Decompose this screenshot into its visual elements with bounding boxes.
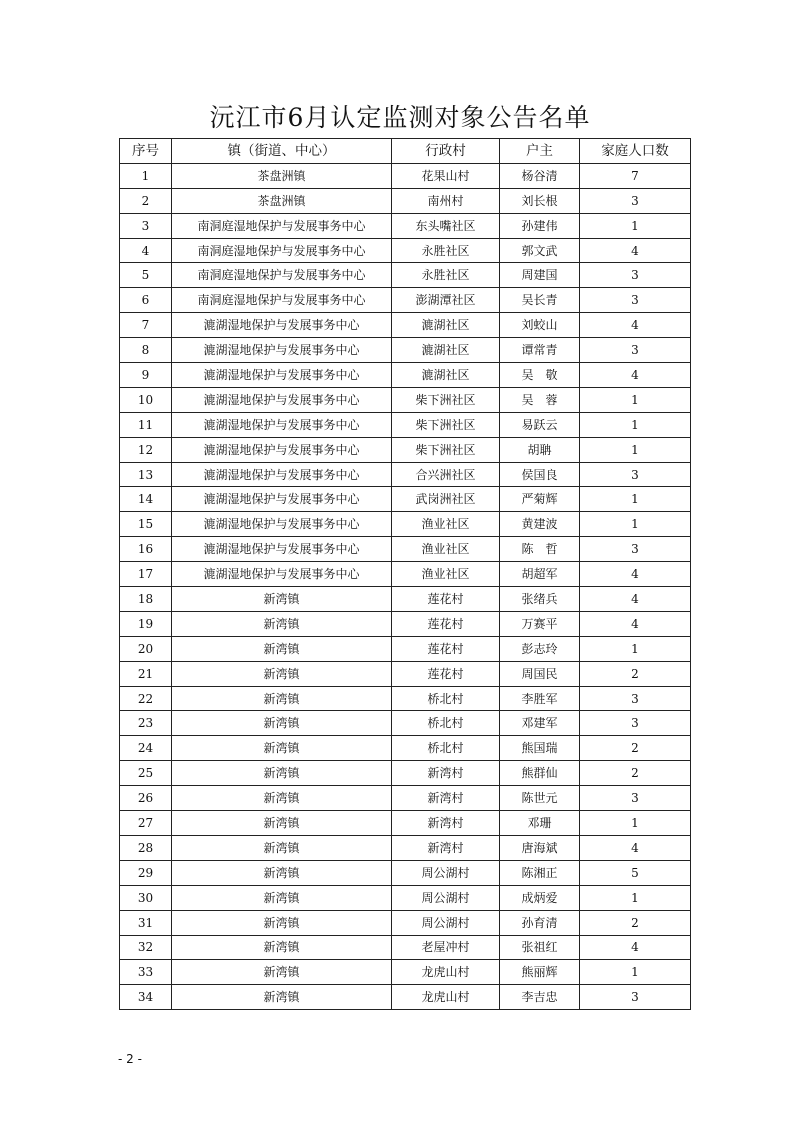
cell-village: 新湾村 [392,761,500,786]
cell-index: 9 [120,363,172,388]
table-row [120,363,691,388]
table-row [120,338,691,363]
cell-town: 新湾镇 [172,736,392,761]
header-village: 行政村 [392,139,500,164]
cell-town: 漉湖湿地保护与发展事务中心 [172,387,392,412]
cell-village: 澎湖潭社区 [392,288,500,313]
cell-family-size: 2 [580,761,691,786]
cell-family-size: 3 [580,711,691,736]
cell-village: 新湾村 [392,835,500,860]
cell-index: 32 [120,935,172,960]
cell-family-size: 1 [580,487,691,512]
cell-town: 漉湖湿地保护与发展事务中心 [172,462,392,487]
cell-town: 新湾镇 [172,711,392,736]
cell-town: 漉湖湿地保护与发展事务中心 [172,487,392,512]
cell-village: 渔业社区 [392,537,500,562]
cell-household-head: 陈湘正 [500,860,580,885]
cell-village: 新湾村 [392,811,500,836]
table-row [120,587,691,612]
cell-town: 漉湖湿地保护与发展事务中心 [172,363,392,388]
cell-village: 合兴洲社区 [392,462,500,487]
cell-household-head: 陈世元 [500,786,580,811]
cell-family-size: 3 [580,537,691,562]
cell-household-head: 刘长根 [500,188,580,213]
cell-family-size: 4 [580,562,691,587]
cell-family-size: 3 [580,985,691,1010]
cell-family-size: 1 [580,811,691,836]
cell-town: 漉湖湿地保护与发展事务中心 [172,313,392,338]
cell-household-head: 李吉忠 [500,985,580,1010]
table-row [120,512,691,537]
cell-family-size: 2 [580,910,691,935]
table-row [120,935,691,960]
table-row [120,711,691,736]
cell-household-head: 孙育清 [500,910,580,935]
cell-family-size: 3 [580,288,691,313]
cell-family-size: 3 [580,188,691,213]
cell-town: 南洞庭湿地保护与发展事务中心 [172,263,392,288]
cell-household-head: 张绪兵 [500,587,580,612]
table-row [120,786,691,811]
cell-village: 柴下洲社区 [392,437,500,462]
cell-town: 新湾镇 [172,661,392,686]
cell-family-size: 1 [580,885,691,910]
cell-village: 南州村 [392,188,500,213]
cell-family-size: 4 [580,363,691,388]
cell-index: 4 [120,238,172,263]
cell-household-head: 黄建波 [500,512,580,537]
cell-household-head: 侯国良 [500,462,580,487]
cell-village: 永胜社区 [392,238,500,263]
cell-index: 13 [120,462,172,487]
cell-household-head: 熊丽辉 [500,960,580,985]
cell-town: 漉湖湿地保护与发展事务中心 [172,512,392,537]
header-town: 镇（街道、中心） [172,139,392,164]
cell-household-head: 邓珊 [500,811,580,836]
cell-village: 周公湖村 [392,885,500,910]
cell-index: 24 [120,736,172,761]
table-row [120,661,691,686]
table-row [120,437,691,462]
table-row [120,860,691,885]
cell-index: 7 [120,313,172,338]
cell-village: 柴下洲社区 [392,387,500,412]
cell-village: 漉湖社区 [392,363,500,388]
cell-household-head: 严菊辉 [500,487,580,512]
cell-household-head: 吴 蓉 [500,387,580,412]
table-row [120,288,691,313]
cell-family-size: 4 [580,238,691,263]
cell-town: 南洞庭湿地保护与发展事务中心 [172,288,392,313]
table-row [120,885,691,910]
table-row [120,636,691,661]
cell-village: 莲花村 [392,661,500,686]
cell-town: 新湾镇 [172,935,392,960]
table-row [120,835,691,860]
cell-household-head: 万赛平 [500,611,580,636]
cell-index: 25 [120,761,172,786]
cell-family-size: 4 [580,587,691,612]
cell-index: 2 [120,188,172,213]
cell-town: 新湾镇 [172,761,392,786]
cell-family-size: 4 [580,611,691,636]
monitoring-list-table [119,138,691,1010]
table-row [120,163,691,188]
cell-town: 新湾镇 [172,885,392,910]
cell-index: 23 [120,711,172,736]
cell-family-size: 1 [580,512,691,537]
cell-town: 新湾镇 [172,636,392,661]
cell-household-head: 孙建伟 [500,213,580,238]
cell-village: 东头嘴社区 [392,213,500,238]
cell-family-size: 1 [580,412,691,437]
cell-index: 33 [120,960,172,985]
cell-household-head: 吴 敬 [500,363,580,388]
cell-village: 莲花村 [392,611,500,636]
cell-index: 31 [120,910,172,935]
cell-town: 新湾镇 [172,587,392,612]
cell-village: 龙虎山村 [392,960,500,985]
cell-village: 莲花村 [392,587,500,612]
cell-family-size: 4 [580,935,691,960]
cell-household-head: 刘蛟山 [500,313,580,338]
cell-index: 8 [120,338,172,363]
cell-household-head: 周建国 [500,263,580,288]
cell-household-head: 熊群仙 [500,761,580,786]
cell-index: 1 [120,163,172,188]
cell-village: 永胜社区 [392,263,500,288]
cell-family-size: 7 [580,163,691,188]
cell-family-size: 2 [580,736,691,761]
cell-village: 桥北村 [392,736,500,761]
cell-family-size: 3 [580,462,691,487]
page-title: 沅江市6月认定监测对象公告名单 [209,103,591,132]
cell-index: 20 [120,636,172,661]
cell-village: 新湾村 [392,786,500,811]
table-body [120,163,691,1009]
table-row [120,387,691,412]
cell-index: 3 [120,213,172,238]
cell-household-head: 易跃云 [500,412,580,437]
cell-town: 新湾镇 [172,985,392,1010]
table-row [120,811,691,836]
cell-household-head: 邓建军 [500,711,580,736]
cell-village: 花果山村 [392,163,500,188]
cell-town: 新湾镇 [172,611,392,636]
cell-town: 漉湖湿地保护与发展事务中心 [172,338,392,363]
cell-index: 5 [120,263,172,288]
cell-household-head: 杨谷清 [500,163,580,188]
cell-town: 茶盘洲镇 [172,188,392,213]
cell-town: 新湾镇 [172,811,392,836]
table-row [120,213,691,238]
cell-town: 南洞庭湿地保护与发展事务中心 [172,238,392,263]
cell-town: 新湾镇 [172,686,392,711]
cell-town: 漉湖湿地保护与发展事务中心 [172,412,392,437]
cell-family-size: 2 [580,661,691,686]
cell-family-size: 3 [580,686,691,711]
cell-family-size: 3 [580,338,691,363]
cell-household-head: 周国民 [500,661,580,686]
cell-index: 27 [120,811,172,836]
cell-household-head: 陈 哲 [500,537,580,562]
cell-household-head: 谭常青 [500,338,580,363]
cell-household-head: 胡超军 [500,562,580,587]
header-family-size: 家庭人口数 [580,139,691,164]
cell-village: 周公湖村 [392,910,500,935]
cell-index: 30 [120,885,172,910]
header-index: 序号 [120,139,172,164]
table-row [120,736,691,761]
cell-index: 22 [120,686,172,711]
cell-town: 南洞庭湿地保护与发展事务中心 [172,213,392,238]
cell-index: 16 [120,537,172,562]
table-row [120,985,691,1010]
cell-village: 柴下洲社区 [392,412,500,437]
table-row [120,263,691,288]
cell-town: 新湾镇 [172,786,392,811]
cell-index: 26 [120,786,172,811]
cell-household-head: 李胜军 [500,686,580,711]
table-row [120,686,691,711]
cell-index: 17 [120,562,172,587]
cell-family-size: 3 [580,786,691,811]
cell-town: 漉湖湿地保护与发展事务中心 [172,562,392,587]
table-row [120,611,691,636]
table-row [120,238,691,263]
cell-family-size: 1 [580,437,691,462]
cell-family-size: 4 [580,835,691,860]
cell-town: 茶盘洲镇 [172,163,392,188]
cell-town: 新湾镇 [172,835,392,860]
cell-town: 新湾镇 [172,860,392,885]
cell-village: 漉湖社区 [392,338,500,363]
cell-index: 29 [120,860,172,885]
cell-village: 渔业社区 [392,562,500,587]
table-row [120,537,691,562]
cell-index: 21 [120,661,172,686]
cell-household-head: 唐海斌 [500,835,580,860]
cell-index: 34 [120,985,172,1010]
cell-index: 18 [120,587,172,612]
cell-family-size: 1 [580,213,691,238]
cell-family-size: 1 [580,960,691,985]
cell-index: 28 [120,835,172,860]
cell-household-head: 郭文武 [500,238,580,263]
cell-village: 武岗洲社区 [392,487,500,512]
cell-village: 桥北村 [392,686,500,711]
cell-village: 桥北村 [392,711,500,736]
cell-household-head: 胡聃 [500,437,580,462]
cell-family-size: 4 [580,313,691,338]
header-household-head: 户主 [500,139,580,164]
cell-town: 新湾镇 [172,910,392,935]
cell-village: 龙虎山村 [392,985,500,1010]
cell-index: 6 [120,288,172,313]
cell-village: 漉湖社区 [392,313,500,338]
table-row [120,761,691,786]
table-row [120,960,691,985]
table-row [120,910,691,935]
cell-town: 漉湖湿地保护与发展事务中心 [172,437,392,462]
cell-household-head: 吴长青 [500,288,580,313]
table-row [120,487,691,512]
cell-family-size: 1 [580,387,691,412]
cell-village: 老屋冲村 [392,935,500,960]
cell-family-size: 5 [580,860,691,885]
cell-town: 新湾镇 [172,960,392,985]
cell-index: 11 [120,412,172,437]
table-row [120,562,691,587]
cell-household-head: 熊国瑞 [500,736,580,761]
cell-town: 漉湖湿地保护与发展事务中心 [172,537,392,562]
cell-index: 10 [120,387,172,412]
cell-index: 14 [120,487,172,512]
table-row [120,313,691,338]
cell-family-size: 1 [580,636,691,661]
cell-village: 渔业社区 [392,512,500,537]
cell-index: 15 [120,512,172,537]
cell-village: 周公湖村 [392,860,500,885]
table-row [120,412,691,437]
cell-household-head: 成炳爱 [500,885,580,910]
table-row [120,462,691,487]
table-row [120,188,691,213]
cell-family-size: 3 [580,263,691,288]
table-header-row [120,139,691,164]
page-number: - 2 - [118,1052,142,1066]
cell-index: 12 [120,437,172,462]
cell-village: 莲花村 [392,636,500,661]
cell-household-head: 张祖红 [500,935,580,960]
cell-index: 19 [120,611,172,636]
cell-household-head: 彭志玲 [500,636,580,661]
